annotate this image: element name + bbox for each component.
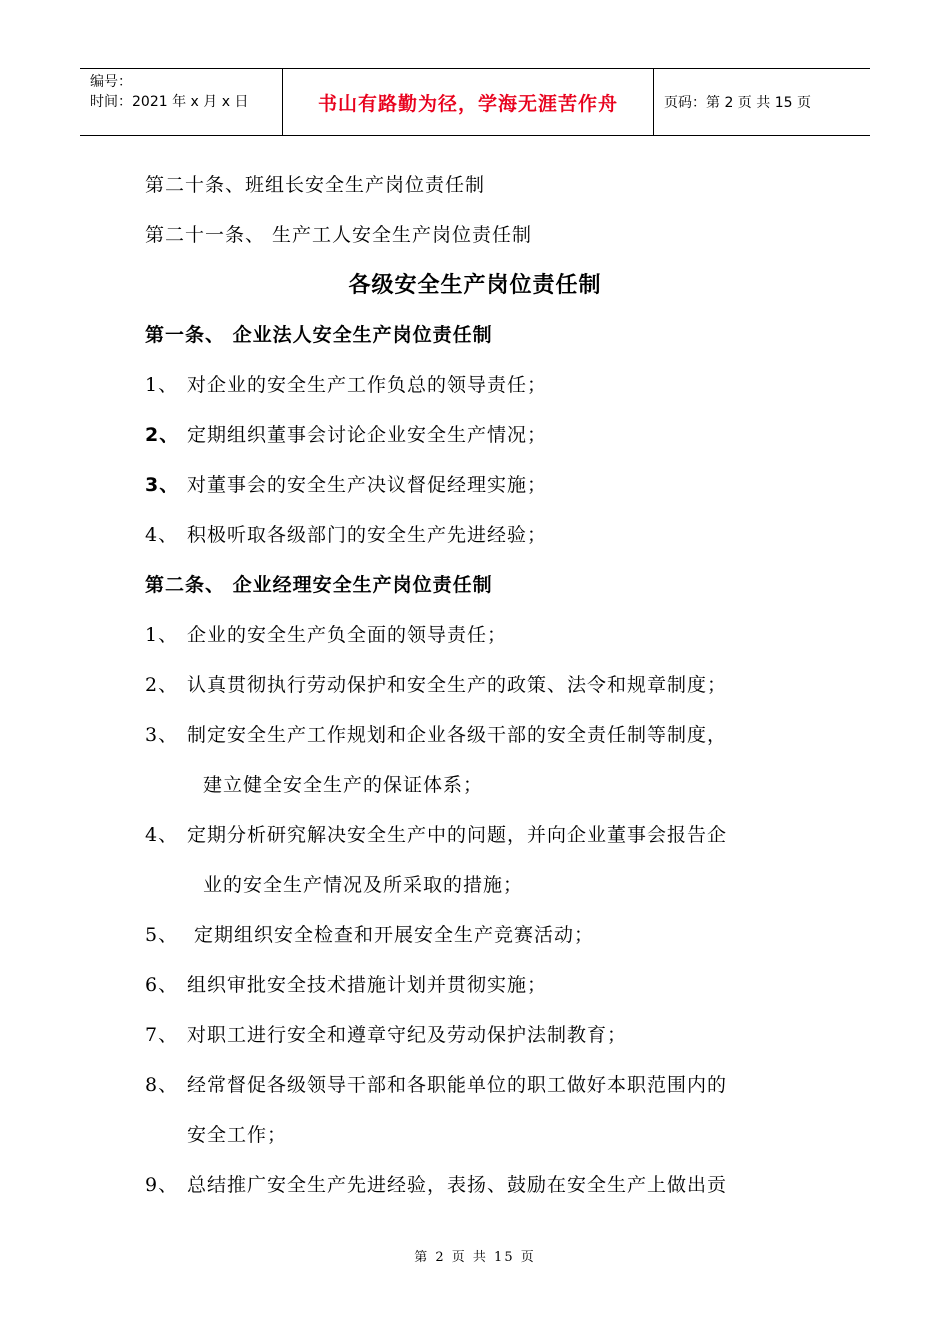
time-label: 时间：2021 年 x 月 x 日: [90, 94, 249, 110]
item-text: 企业的安全生产负全面的领导责任；: [187, 624, 508, 646]
item-text: 对企业的安全生产工作负总的领导责任；: [187, 374, 548, 396]
list-item: [145, 522, 547, 548]
item-text: 对董事会的安全生产决议督促经理实施；: [187, 474, 548, 496]
toc-item: 第二十一条、 生产工人安全生产岗位责任制: [145, 224, 533, 246]
item-text: 定期分析研究解决安全生产中的问题，并向企业董事会报告企: [187, 824, 728, 846]
item-text: 总结推广安全生产先进经验，表扬、鼓励在安全生产上做出贡: [187, 1174, 728, 1196]
item-number: 9、: [145, 1174, 179, 1196]
list-item-continuation: 业的安全生产情况及所采取的措施；: [203, 874, 524, 896]
item-text: 定期组织董事会讨论企业安全生产情况；: [187, 424, 548, 446]
item-text: 对职工进行安全和遵章守纪及劳动保护法制教育；: [187, 1024, 628, 1046]
item-text: 认真贯彻执行劳动保护和安全生产的政策、法令和规章制度；: [187, 674, 728, 696]
motto-text: 书山有路勤为径，学海无涯苦作舟: [317, 92, 618, 115]
list-item: [145, 1072, 727, 1098]
item-text: 制定安全生产工作规划和企业各级干部的安全责任制等制度，: [187, 724, 728, 746]
list-item: [145, 372, 547, 398]
item-text: 积极听取各级部门的安全生产先进经验；: [187, 524, 548, 546]
item-number: 1、: [145, 624, 179, 646]
item-number: 2、: [145, 424, 180, 446]
list-item: [145, 922, 594, 948]
toc-item: 第二十条、班组长安全生产岗位责任制: [145, 174, 486, 196]
item-text: 定期组织安全检查和开展安全生产竞赛活动；: [187, 924, 595, 946]
item-number: 8、: [145, 1074, 179, 1096]
item-number: 6、: [145, 974, 179, 996]
list-item: [145, 972, 547, 998]
list-item-continuation: 安全工作；: [187, 1124, 288, 1146]
item-number: 3、: [145, 724, 179, 746]
item-number: 3、: [145, 474, 180, 496]
article-heading: 第一条、 企业法人安全生产岗位责任制: [145, 324, 493, 346]
list-item: [145, 622, 507, 648]
item-text: 组织审批安全技术措施计划并贯彻实施；: [187, 974, 548, 996]
item-number: 2、: [145, 674, 179, 696]
page-footer: 第 2 页 共 15 页: [414, 1250, 536, 1265]
list-item: [145, 722, 727, 748]
header-page-cell: [654, 69, 870, 135]
header-table: [80, 68, 870, 136]
list-item: [145, 472, 547, 498]
list-item: [145, 822, 727, 848]
list-item: [145, 1022, 627, 1048]
header-motto-cell: [282, 69, 654, 135]
item-number: 5、: [145, 924, 179, 946]
list-item: [145, 1172, 727, 1198]
item-text: 经常督促各级领导干部和各职能单位的职工做好本职范围内的: [187, 1074, 728, 1096]
document-title: 各级安全生产岗位责任制: [348, 273, 602, 298]
item-number: 1、: [145, 374, 179, 396]
list-item-continuation: 建立健全安全生产的保证体系；: [203, 774, 484, 796]
number-label: 编号：: [90, 74, 132, 90]
list-item: [145, 422, 547, 448]
list-item: [145, 672, 727, 698]
header-left-cell: [80, 69, 282, 135]
article-heading: 第二条、 企业经理安全生产岗位责任制: [145, 574, 493, 596]
item-number: 4、: [145, 824, 179, 846]
item-number: 4、: [145, 524, 179, 546]
page-info: 页码：第 2 页 共 15 页: [664, 95, 811, 111]
item-number: 7、: [145, 1024, 179, 1046]
